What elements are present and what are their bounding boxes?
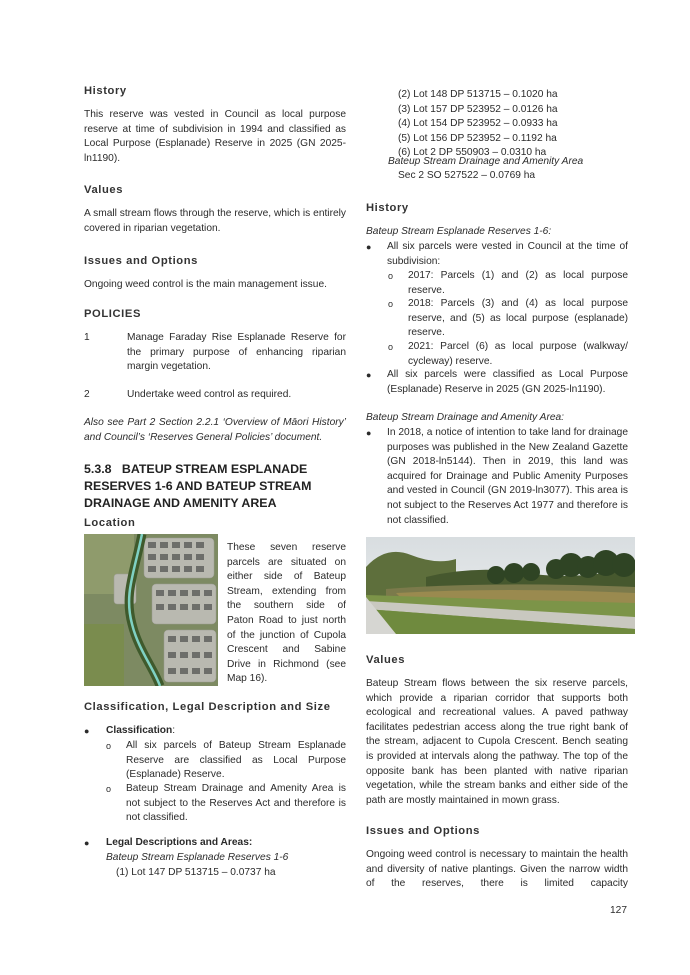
location-line: Map 16). xyxy=(227,673,268,685)
bullet-icon: ● xyxy=(84,838,90,848)
legal-sub-heading: Bateup Stream Esplanade Reserves 1-6 xyxy=(106,852,289,863)
lot-entry: (6) Lot 2 DP 550903 – 0.0310 ha xyxy=(398,147,547,159)
history-sub-text: 2017: Parcels (1) and (2) as local purpose reserve. xyxy=(408,270,628,296)
history-sub-3 xyxy=(388,340,628,369)
values-heading-right: Values xyxy=(366,654,406,666)
location-line: Stream, extending from xyxy=(227,585,346,597)
location-line: Paton Road to just north xyxy=(227,614,346,626)
reserve-landscape-photo xyxy=(366,537,635,634)
policy-text: Undertake weed control as required. xyxy=(127,389,292,400)
history-sub-text: 2021: Parcel (6) as local purpose (walkway/ cycleway) reserve. xyxy=(408,341,628,367)
values-heading: Values xyxy=(84,184,124,196)
issues-heading: Issues and Options xyxy=(84,255,198,267)
history-bullet-text: In 2018, a notice of intention to take land for drainage purposes was published in the New Zealand Gazette (GN 2018-ln5144). Then in 2019, this land was acquired for Drainage and Public Amenity Purposes and vested in Council (GN 2019-ln3077). This area is not subject to the Reserves Act 1977 and therefore is not classified. xyxy=(387,427,628,526)
bullet-icon: ● xyxy=(366,370,372,380)
history-sub: Bateup Stream Esplanade Reserves 1-6: xyxy=(366,226,552,237)
drainage-sub: Bateup Stream Drainage and Amenity Area: xyxy=(366,412,565,423)
classification-colon: : xyxy=(172,725,176,736)
policy-number: 1 xyxy=(84,332,90,343)
policy-item-1 xyxy=(84,331,346,381)
history-sub-1 xyxy=(388,269,628,298)
bullet-icon: ● xyxy=(84,726,90,736)
classification-sub-text: Bateup Stream Drainage and Amenity Area is not subject to the Reserves Act and therefore is not classified. xyxy=(126,783,346,824)
classification-sub-text: All six parcels of Bateup Stream Esplanade Reserve are classified as Local Purpose (Esplanade) Reserve. xyxy=(126,740,346,781)
policy-text: Manage Faraday Rise Esplanade Reserve for the primary purpose of enhancing riparian margin vegetation. xyxy=(127,332,346,373)
values-text-right: Bateup Stream flows between the six reserve parcels, which provide a riparian corridor that supports both ecological and recreational values. A paved pathway facilitates pedestrian access along the true right bank of the stream, adjacent to Cupola Crescent. Bench seating is provided at intervals along the pathway. The top of the opposite bank has been planted with native riparian vegetation, while the stream banks and either side of the path are mostly maintained in mown grass. xyxy=(366,678,628,806)
history-bullet-2 xyxy=(366,368,628,397)
circle-bullet-icon: o xyxy=(388,342,394,352)
lot-entry: (4) Lot 154 DP 523952 – 0.0933 ha xyxy=(398,118,558,130)
drainage-lot: Sec 2 SO 527522 – 0.0769 ha xyxy=(398,170,536,181)
section-heading-line: 5.3.8 BATEUP STREAM ESPLANADE xyxy=(84,462,308,476)
circle-bullet-icon: o xyxy=(388,299,394,309)
history-sub-2 xyxy=(388,297,628,341)
classification-sub-1 xyxy=(106,739,346,783)
policy-number: 2 xyxy=(84,389,90,400)
legal-label: Legal Descriptions and Areas: xyxy=(106,837,253,848)
location-line: These seven reserve xyxy=(227,542,346,553)
issues-heading-right: Issues and Options xyxy=(366,825,480,837)
classification-label-text: Classification xyxy=(106,725,173,736)
history-bullet-text: All six parcels were classified as Local Purpose (Esplanade) Reserve in 2025 (GN 2025-ln1190). xyxy=(387,369,628,395)
history-bullet-1 xyxy=(366,240,628,269)
lot-list xyxy=(398,88,558,161)
location-line: Drive in Richmond (see xyxy=(227,658,346,670)
history-heading-right: History xyxy=(366,202,409,214)
also-see-note: Also see Part 2 Section 2.2.1 ‘Overview of Māori History’ and Council’s ‘Reserves General Policies’ document. xyxy=(84,417,346,443)
circle-bullet-icon: o xyxy=(388,271,394,281)
classification-sub-2 xyxy=(106,782,346,826)
location-line: of the junction of Cupola xyxy=(227,629,346,641)
bullet-icon: ● xyxy=(366,428,372,438)
policies-heading: POLICIES xyxy=(84,308,142,320)
circle-bullet-icon: o xyxy=(106,784,112,794)
page-number: 127 xyxy=(610,905,627,916)
section-heading-line: DRAINAGE AND AMENITY AREA xyxy=(84,496,277,510)
location-line: parcels are situated on xyxy=(227,556,346,568)
lot-entry: (1) Lot 147 DP 513715 – 0.0737 ha xyxy=(116,867,276,878)
classification-heading: Classification, Legal Description and Size xyxy=(84,701,331,713)
lot-entry: (5) Lot 156 DP 523952 – 0.1192 ha xyxy=(398,132,557,144)
aerial-map-photo xyxy=(84,534,218,686)
location-line: the southern side of xyxy=(227,600,346,612)
history-text: This reserve was vested in Council as local purpose reserve at time of subdivision in 1994 and classified as Local Purpose (Esplanade) Reserve in 2025 (GN 2025-ln1190). xyxy=(84,109,346,164)
bullet-icon: ● xyxy=(366,242,372,252)
history-sub-text: 2018: Parcels (3) and (4) as local purpose reserve, and (5) as local purpose (esplanade) reserve. xyxy=(408,298,628,339)
classification-label xyxy=(106,724,175,739)
issues-text-right: Ongoing weed control is necessary to maintain the health and diversity of native plantings. Given the narrow width of the reserves, there is limited capacity xyxy=(366,849,628,890)
history-bullet-text: All six parcels were vested in Council at the time of subdivision: xyxy=(387,241,628,267)
history-heading: History xyxy=(84,85,127,97)
location-line: either side of Bateup xyxy=(227,571,346,583)
section-heading-line: RESERVES 1-6 AND BATEUP STREAM xyxy=(84,479,312,493)
history-bullet-3 xyxy=(366,426,628,528)
policy-item-2 xyxy=(84,388,346,404)
issues-text: Ongoing weed control is the main management issue. xyxy=(84,279,327,290)
lot-entry: (3) Lot 157 DP 523952 – 0.0126 ha xyxy=(398,103,558,115)
location-heading: Location xyxy=(84,517,136,529)
drainage-label: Bateup Stream Drainage and Amenity Area xyxy=(388,156,584,167)
location-line: Crescent and Sabine xyxy=(227,644,346,656)
circle-bullet-icon: o xyxy=(106,741,112,751)
location-text xyxy=(227,541,346,687)
section-heading xyxy=(84,461,346,512)
lot-entry: (2) Lot 148 DP 513715 – 0.1020 ha xyxy=(398,89,558,100)
values-text: A small stream flows through the reserve, which is entirely covered in riparian vegetation. xyxy=(84,208,346,234)
